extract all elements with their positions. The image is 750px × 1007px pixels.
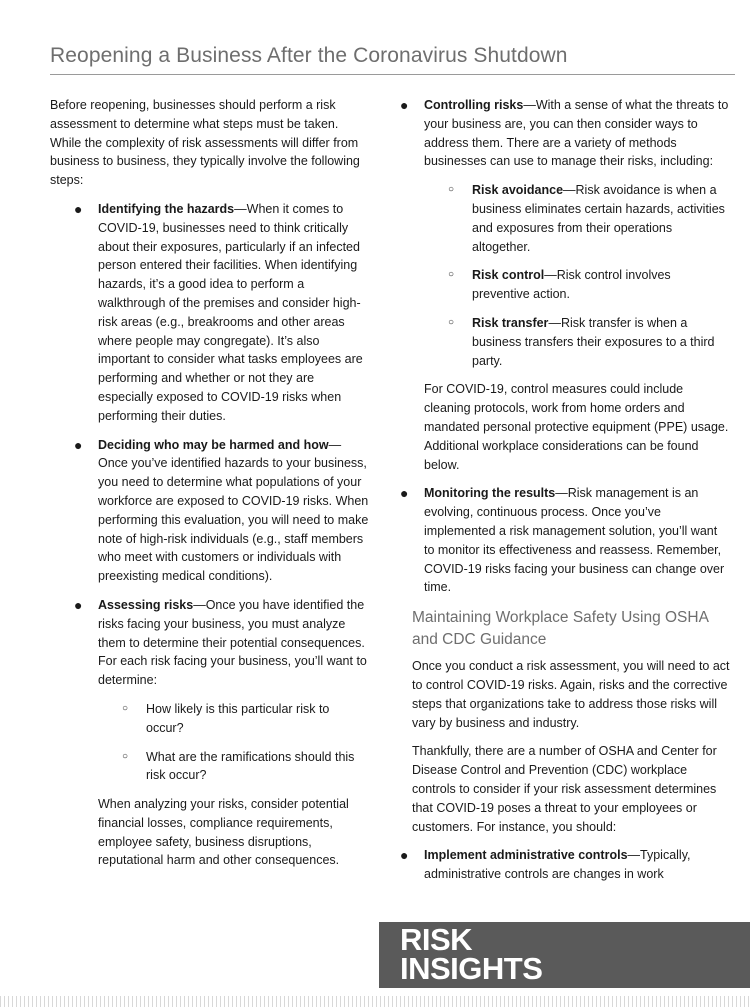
page-title: Reopening a Business After the Coronavirus Shutdown [50,44,568,67]
methods-list [424,181,730,370]
bullet-icon: ● [74,436,83,453]
list-item [376,96,730,474]
step-text: —Typically, administrative controls are changes in work [424,848,691,882]
method-term: Risk control [472,268,545,283]
bullet-icon: ● [400,97,409,113]
list-item [424,266,730,304]
question-text: What are the ramifications should this risk occur? [146,749,355,783]
method-text: —Risk transfer is when a business transfers their exposures to a third party. [472,315,715,368]
step-term: Implement administrative controls [424,848,628,863]
bullet-icon: ● [400,847,409,864]
circle-bullet-icon: ○ [448,184,455,196]
circle-bullet-icon: ○ [448,316,455,328]
bullet-icon: ● [400,485,409,502]
list-item [98,700,370,738]
bullet-icon: ● [74,200,83,217]
intro-paragraph: Before reopening, businesses should perform a risk assessment to determine what steps must be taken. While the complexity of risk assessments will differ from business to business, they typically involve the following steps: [50,98,360,188]
step-term: Monitoring the results [424,486,556,501]
list-item [424,314,730,370]
step-text: —When it comes to COVID-19, businesses need to think critically about their exposures, particularly if an infected person entered their facilities. When identifying hazards, it’s a good idea to perform a walkthrough of the premises and consider high-risk areas (e.g., breakrooms and other areas where people may congregate). It’s also important to consider what tasks employees are performing and whether or not they are especially exposed to COVID-19 risks when performing their duties. [98,201,363,423]
step-term: Controlling risks [424,98,524,112]
step-term: Assessing risks [98,597,194,612]
right-column [400,96,730,894]
body-paragraph: Thankfully, there are a number of OSHA and Center for Disease Control and Prevention (CDC) workplace controls to consider if your risk assessment determines that COVID-19 poses a threat to your employees or customers. For instance, you should: [412,744,717,834]
step-text: —Risk management is an evolving, continuous process. Once you’ve implemented a risk management solution, you’ll want to monitor its effectiveness and reassess. Remember, COVID-19 risks facing your business can change over time. [424,486,725,595]
questions-list [98,700,370,785]
step-term: Deciding who may be harmed and how [98,437,329,452]
step-term: Identifying the hazards [98,201,235,216]
right-steps-list [376,96,730,597]
page-edge [0,996,750,1007]
logo-line-2: INSIGHTS [400,951,543,986]
list-item [50,596,370,870]
method-text: —Risk control involves preventive action. [472,268,671,302]
list-item [376,846,730,884]
list-item [424,181,730,256]
controls-list [376,846,730,884]
method-term: Risk avoidance [472,183,564,198]
step-text: —With a sense of what the threats to your business are, you can then consider ways to address them. There are a variety of methods businesses can use to manage their risks, including: [424,98,729,169]
list-item [50,200,370,426]
followup-paragraph: When analyzing your risks, consider potential financial losses, compliance requirements, employee safety, business disruptions, reputational harm and other consequences. [98,797,349,868]
circle-bullet-icon: ○ [448,269,455,281]
left-column [50,96,370,880]
followup-paragraph: For COVID-19, control measures could include cleaning protocols, work from home orders and mandated personal protective equipment (PPE) usage. Additional workplace considerations can be found below. [424,382,729,472]
section-heading: Maintaining Workplace Safety Using OSHA and CDC Guidance [412,609,709,649]
step-text: —Once you’ve identified hazards to your business, you need to determine what populations of your workforce are exposed to COVID-19 risks. When performing this evaluation, you will need to make note of high-risk individuals (e.g., staff members who meet with customers or individuals with preexisting medical conditions). [98,437,369,584]
bullet-icon: ● [74,596,83,613]
circle-bullet-icon: ○ [122,750,129,762]
question-text: How likely is this particular risk to occur? [146,701,330,735]
risk-insights-logo [379,922,750,988]
circle-bullet-icon: ○ [122,702,129,714]
logo-line-1: RISK [400,922,473,957]
method-text: —Risk avoidance is when a business eliminates certain hazards, activities and exposures from their operations altogether. [472,183,725,254]
body-paragraph: Once you conduct a risk assessment, you will need to act to control COVID-19 risks. Again, risks and the corrective steps that organizations take to address those risks will vary by business and industry. [412,659,730,730]
list-item [50,436,370,586]
list-item [376,484,730,597]
list-item [98,748,370,786]
step-text: —Once you have identified the risks facing your business, you must analyze them to determine their potential consequences. For each risk facing your business, you’ll want to determine: [98,597,367,688]
title-divider [50,74,735,75]
method-term: Risk transfer [472,315,549,330]
steps-list [50,200,370,870]
